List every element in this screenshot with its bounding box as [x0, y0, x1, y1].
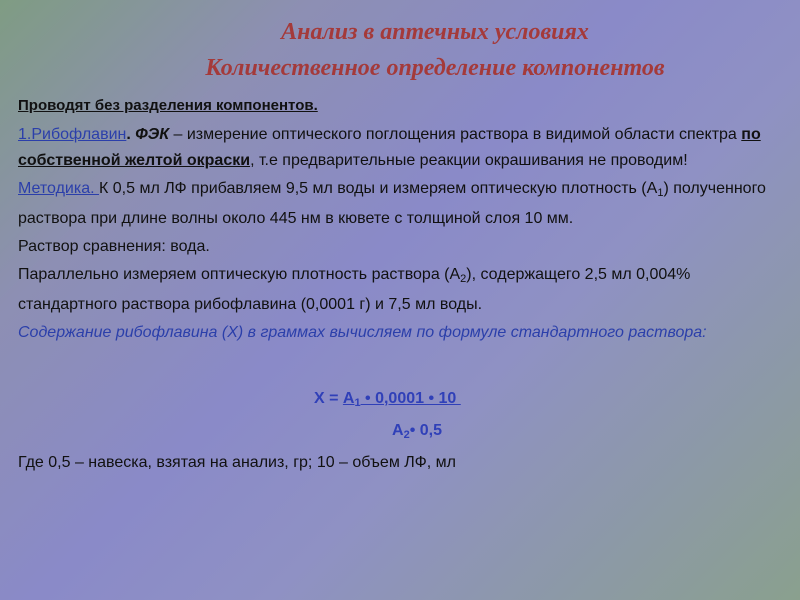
paragraph-formula-intro: Содержание рибофлавина (Х) в граммах вычисляем по формуле стандартного раствора:	[18, 324, 707, 341]
parallel-text-2: ), содержащего 2,5 мл 0,004% стандартного раствора рибофлавина (0,0001 г) и 7,5 мл воды.	[18, 266, 691, 313]
riboflavin-heading: 1.Рибофлавин	[18, 126, 127, 143]
formula-num	[343, 390, 461, 407]
den-a: А	[392, 422, 404, 439]
title-line-2: Количественное определение компонентов	[205, 55, 665, 81]
riboflavin-text-2: , т.е предварительные реакции окрашивания не проводим!	[250, 152, 688, 169]
method-sub: 1	[657, 187, 664, 199]
lead-text: Проводят без разделения компонентов.	[18, 97, 318, 114]
title-line-1: Анализ в аптечных условиях	[281, 19, 589, 45]
footer-note: Где 0,5 – навеска, взятая на анализ, гр; 10 – объем ЛФ, мл	[18, 454, 456, 471]
parallel-sub: 2	[460, 273, 467, 285]
slide-title	[110, 14, 760, 86]
method-text-1: К 0,5 мл ЛФ прибавляем 9,5 мл воды и измеряем оптическую плотность (А	[98, 180, 658, 197]
method-label: Методика.	[18, 180, 99, 197]
paragraph-reference: Раствор сравнения: вода.	[18, 238, 210, 255]
riboflavin-underlined: по собственной желтой окраски	[18, 126, 761, 169]
den-rest: • 0,5	[409, 422, 442, 439]
formula-numerator	[314, 390, 461, 409]
den-sub: 2	[403, 429, 410, 441]
method-text-2: ) полученного раствора при длине волны около 445 нм в кювете с толщиной слоя 10 мм.	[18, 180, 766, 227]
paragraph-riboflavin	[18, 122, 783, 174]
num-a: А	[342, 390, 355, 407]
parallel-text-1: Параллельно измеряем оптическую плотность раствора (А	[18, 266, 461, 283]
riboflavin-dot: .	[126, 126, 131, 143]
paragraph-parallel	[18, 262, 783, 318]
formula-lhs: Х =	[314, 390, 343, 407]
method-name: ФЭК	[135, 126, 170, 143]
riboflavin-text-1: – измерение оптического поглощения раствора в видимой области спектра	[169, 126, 742, 143]
num-sub: 1	[354, 397, 361, 409]
num-rest: • 0,0001 • 10	[360, 390, 461, 407]
paragraph-method	[18, 176, 783, 232]
slide-body	[18, 96, 783, 348]
formula-denominator	[392, 422, 442, 441]
